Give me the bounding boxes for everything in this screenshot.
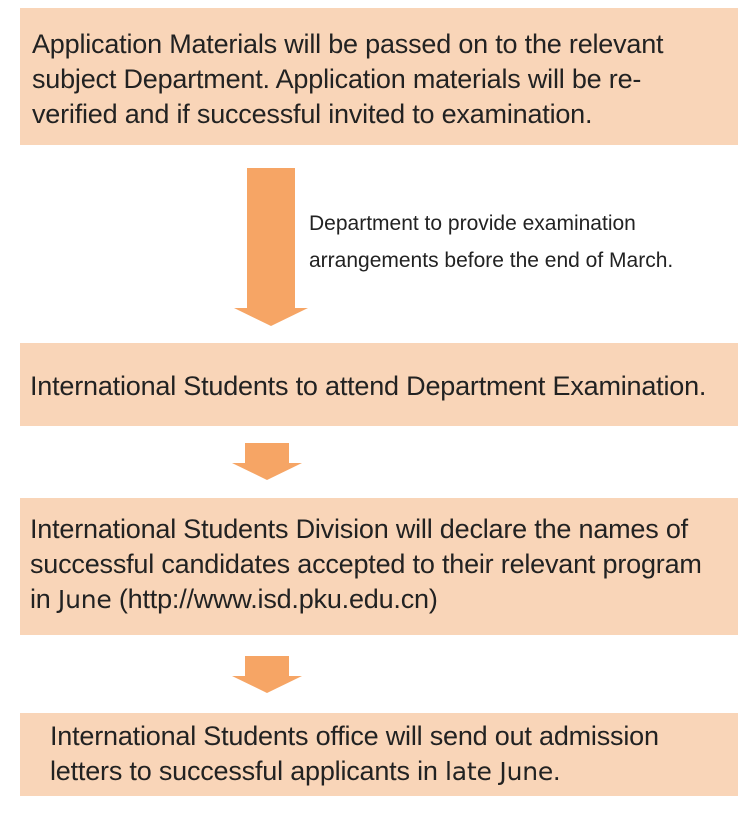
down-arrow-icon: [232, 443, 302, 480]
step-4-late-june: late June: [445, 757, 554, 786]
step-4-box: [20, 713, 738, 796]
note-line-1: Department to provide examination: [309, 212, 636, 235]
down-arrow-icon: [234, 168, 308, 326]
step-3-month: June: [57, 585, 112, 614]
arrow-shaft: [247, 168, 295, 308]
arrow-head: [234, 308, 308, 326]
step-4-line-2: [50, 754, 738, 789]
step-3-line-2: successful candidates accepted to their relevant program: [30, 549, 702, 579]
step-1-line-3: verified and if successful invited to examination.: [32, 99, 593, 129]
arrow-shaft: [245, 656, 289, 676]
step-3-box: [20, 498, 738, 635]
step-4-line-2-suffix: .: [553, 756, 561, 786]
step-4-line-2-prefix: letters to successful applicants in: [50, 756, 445, 786]
step-3-line-3: [30, 582, 738, 617]
arrow-head: [232, 463, 302, 480]
step-1-line-2: subject Department. Application materials will be re-: [32, 64, 642, 94]
step-1-box: [20, 8, 738, 145]
step-2-box: [20, 343, 738, 426]
step-3-line-3-prefix: in: [30, 584, 58, 614]
step-2-line-1: International Students to attend Department Examination.: [30, 371, 707, 401]
step-1-line-1: Application Materials will be passed on to the relevant: [32, 29, 664, 59]
down-arrow-icon: [232, 656, 302, 693]
arrow-shaft: [245, 443, 289, 463]
step-3-line-1: International Students Division will declare the names of: [30, 514, 688, 544]
examination-note: [309, 205, 673, 279]
arrow-head: [232, 676, 302, 693]
note-line-2: arrangements before the end of March.: [309, 249, 674, 272]
step-3-url: (http://www.isd.pku.edu.cn): [111, 584, 438, 614]
step-4-line-1: International Students office will send out admission: [50, 721, 659, 751]
